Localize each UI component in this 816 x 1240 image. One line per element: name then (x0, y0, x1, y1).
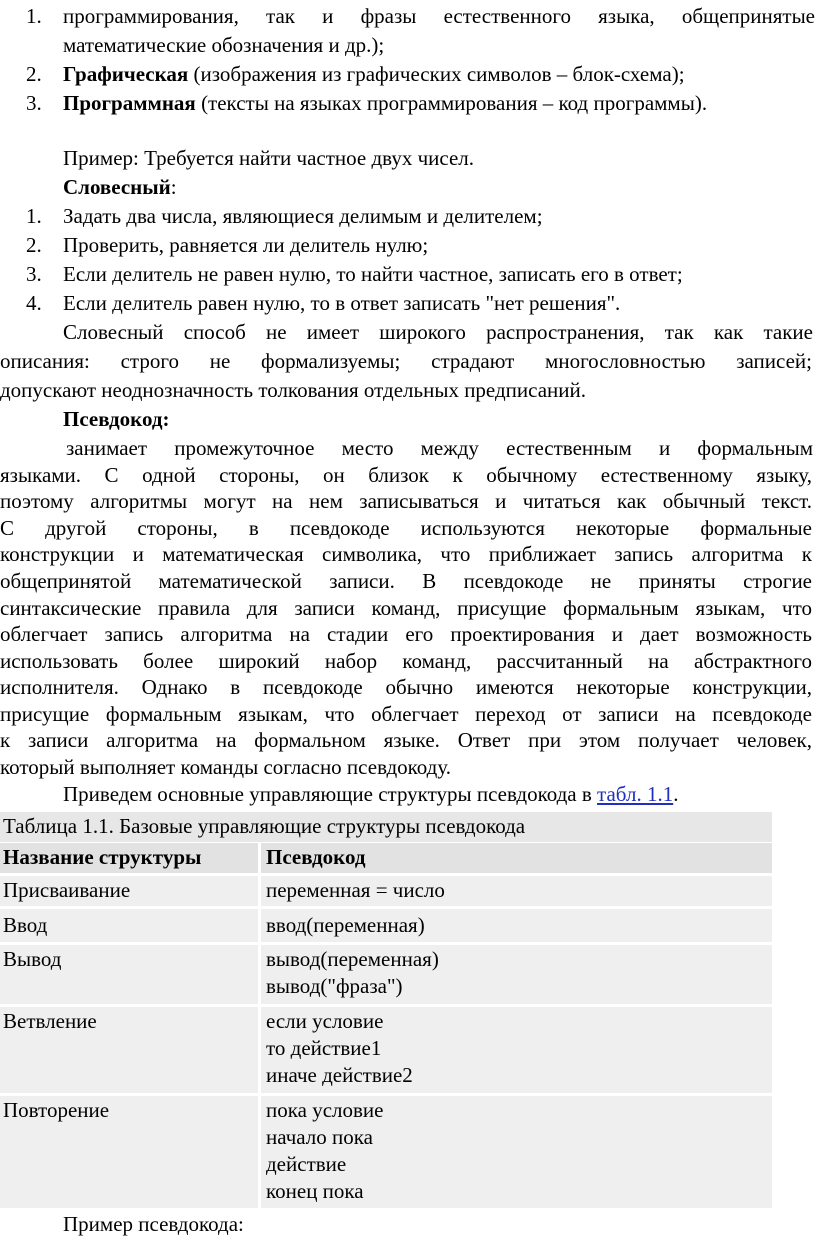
list-number: 3. (26, 91, 42, 115)
example-text: Пример: Требуется найти частное двух чисел. (63, 146, 475, 170)
list-item (63, 61, 685, 87)
pseudocode-heading: Псевдокод: (63, 407, 170, 431)
list-item (63, 90, 707, 116)
table-row-code: вывод("фраза") (266, 974, 403, 998)
table-row-code: иначе действие2 (266, 1063, 413, 1087)
term-description: (изображения из графических символов – блок-схема); (188, 62, 685, 86)
table-row-code: начало пока (266, 1125, 373, 1149)
step-text: Если делитель не равен нулю, то найти частное, записать его в ответ; (63, 262, 683, 286)
table-row-name: Присваивание (3, 878, 131, 902)
paragraph-line: исполнителя. Однако в псевдокоде обычно имеются некоторые конструкции, (0, 675, 812, 700)
paragraph-line: Словесный способ не имеет широкого распространения, так как такие (63, 320, 813, 344)
table-row-code: ввод(переменная) (266, 913, 425, 937)
paragraph-line: описания: строго не формализуемы; страдают многословностью записей; (0, 349, 812, 373)
step-text: Проверить, равняется ли делитель нулю; (63, 233, 429, 257)
table-row-code: пока условие (266, 1098, 384, 1122)
table-row-code: вывод(переменная) (266, 947, 439, 971)
table-link[interactable]: табл. 1.1 (597, 782, 674, 806)
table-row-code: конец пока (266, 1179, 364, 1203)
term-graphic: Графическая (63, 62, 189, 86)
list-item-text: программирования, так и фразы естественного языка, общепринятые (63, 4, 815, 28)
paragraph-line: С другой стороны, в псевдокоде используются некоторые формальные (0, 515, 812, 540)
table-row-code: если условие (266, 1009, 384, 1033)
paragraph-line: облегчает запись алгоритма на стадии его проектирования и дает возможность (0, 622, 812, 647)
table-header-code: Псевдокод (266, 845, 366, 869)
paragraph-line: общепринятой математической записи. В псевдокоде не приняты строгие (0, 568, 812, 593)
list-number: 2. (26, 233, 42, 257)
paragraph-line: к записи алгоритма на формальном языке. Ответ при этом получает человек, (0, 728, 812, 753)
table-row-code: переменная = число (266, 878, 445, 902)
structures-intro-end: . (673, 782, 679, 806)
paragraph-line: который выполняет команды согласно псевдокоду. (0, 755, 452, 779)
paragraph-line: синтаксические правила для записи команд, присущие формальным языкам, что (0, 595, 812, 620)
list-number: 2. (26, 62, 42, 86)
paragraph-line: присущие формальным языкам, что облегчает переход от записи на псевдокоде (0, 701, 812, 726)
list-number: 4. (26, 291, 42, 315)
step-text: Если делитель равен нулю, то в ответ записать "нет решения". (63, 291, 621, 315)
paragraph-line: конструкции и математическая символика, что приближает запись алгоритма к (0, 542, 812, 567)
term-description: (тексты на языках программирования – код программы). (195, 91, 708, 115)
table-row-name: Вывод (3, 947, 62, 971)
step-text: Задать два числа, являющиеся делимым и делителем; (63, 204, 543, 228)
list-item-text: математические обозначения и др.); (63, 33, 385, 57)
table-row-name: Ветвление (3, 1009, 97, 1033)
table-row-name: Повторение (3, 1098, 110, 1122)
paragraph-line: языками. С одной стороны, он близок к обычному естественному языку, (0, 462, 812, 487)
paragraph-line: поэтому алгоритмы могут на нем записываться и читаться как обычный текст. (0, 489, 812, 514)
structures-intro (63, 781, 678, 807)
table-row-name: Ввод (3, 913, 48, 937)
table-header-name: Название структуры (3, 845, 202, 869)
paragraph-line: использовать более широкий набор команд, рассчитанный на абстрактного (0, 648, 812, 673)
table-row-code: то действие1 (266, 1036, 382, 1060)
verbal-heading: Словесный: (63, 175, 177, 199)
term-program: Программная (63, 91, 196, 115)
list-number: 3. (26, 262, 42, 286)
list-number: 1. (26, 204, 42, 228)
paragraph-line: допускают неоднозначность толкования отдельных предписаний. (0, 378, 587, 402)
list-number: 1. (26, 4, 42, 28)
structures-intro-text: Приведем основные управляющие структуры псевдокода в (63, 782, 598, 806)
table-row-code: действие (266, 1152, 347, 1176)
pseudocode-example-label: Пример псевдокода: (63, 1212, 244, 1236)
table-caption: Таблица 1.1. Базовые управляющие структуры псевдокода (3, 814, 526, 838)
paragraph-line: занимает промежуточное место между естественным и формальным (66, 436, 813, 460)
